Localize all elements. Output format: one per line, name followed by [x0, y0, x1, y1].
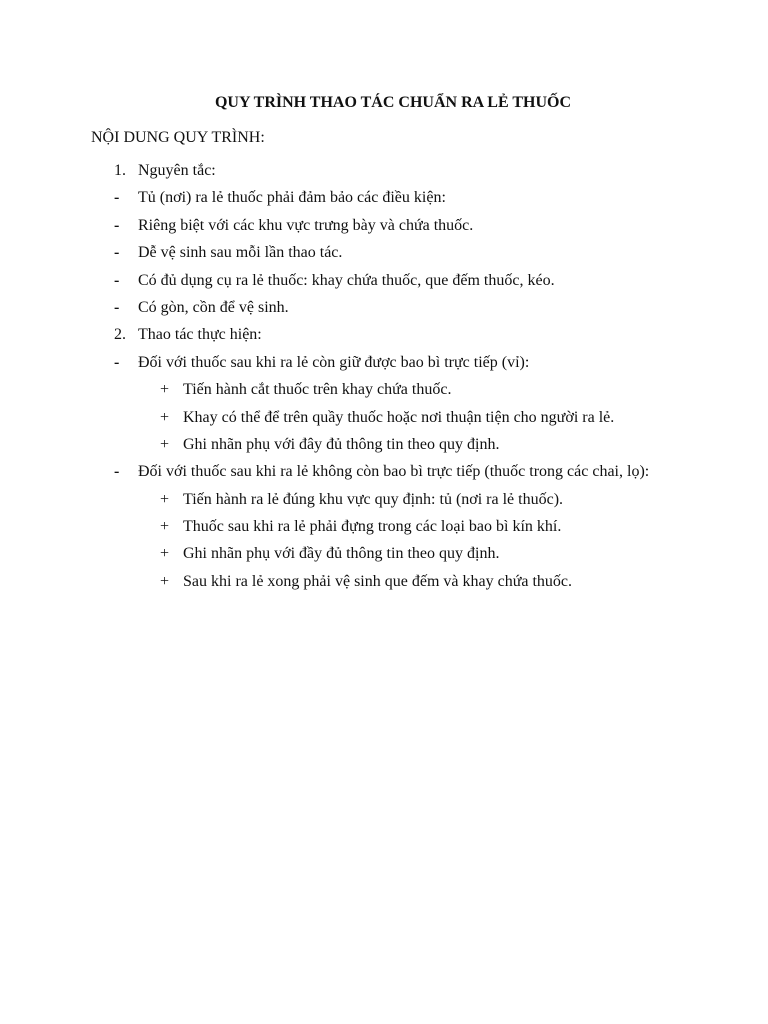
list-item	[0, 188, 768, 215]
list-item	[0, 435, 768, 462]
list-item	[0, 216, 768, 243]
list-marker: -	[114, 244, 120, 262]
section-heading: NỘI DUNG QUY TRÌNH:	[91, 129, 265, 146]
list-item-text: Khay có thể để trên quầy thuốc hoặc nơi thuận tiện cho người ra lẻ.	[183, 408, 615, 426]
list-item-text: Đối với thuốc sau khi ra lẻ còn giữ được bao bì trực tiếp (vỉ):	[138, 353, 530, 371]
list-item	[0, 243, 768, 270]
list-marker: +	[160, 490, 170, 508]
list-item-text: Tiến hành ra lẻ đúng khu vực quy định: tủ (nơi ra lẻ thuốc).	[183, 490, 564, 508]
list-item-text: Ghi nhãn phụ với đây đủ thông tin theo quy định.	[183, 435, 500, 453]
list-marker: -	[114, 463, 120, 481]
list-item	[0, 572, 768, 599]
list-item	[0, 353, 768, 380]
list-item-text: Riêng biệt với các khu vực trưng bày và chứa thuốc.	[138, 216, 474, 234]
list-item-text: Sau khi ra lẻ xong phải vệ sinh que đếm và khay chứa thuốc.	[183, 572, 573, 590]
document-title: QUY TRÌNH THAO TÁC CHUẨN RA LẺ THUỐC	[214, 94, 572, 111]
list-marker: +	[160, 518, 170, 536]
list-item-text: Có đủ dụng cụ ra lẻ thuốc: khay chứa thuốc, que đếm thuốc, kéo.	[138, 271, 555, 289]
list-marker: -	[114, 216, 120, 234]
list-item	[0, 544, 768, 571]
list-marker: 2.	[114, 326, 126, 344]
list-marker: 1.	[114, 162, 126, 179]
list-marker: +	[160, 435, 170, 453]
list-item-text: Thao tác thực hiện:	[138, 326, 262, 344]
list-marker: -	[114, 271, 120, 289]
list-item	[0, 490, 768, 517]
procedure-list	[0, 161, 768, 599]
list-item-text: Tiến hành cắt thuốc trên khay chứa thuốc.	[183, 381, 452, 399]
list-item-text: Dễ vệ sinh sau mỗi lần thao tác.	[138, 244, 343, 262]
list-item-text: Thuốc sau khi ra lẻ phải đựng trong các loại bao bì kín khí.	[183, 518, 562, 536]
list-item	[0, 161, 768, 188]
list-marker: -	[114, 189, 120, 207]
list-marker: -	[114, 298, 120, 316]
list-item-text: Ghi nhãn phụ với đầy đủ thông tin theo quy định.	[183, 545, 500, 563]
list-marker: +	[160, 381, 170, 399]
list-marker: +	[160, 545, 170, 563]
list-marker: -	[114, 353, 120, 371]
list-item	[0, 325, 768, 352]
list-item	[0, 271, 768, 298]
list-item	[0, 408, 768, 435]
list-item-text: Tủ (nơi) ra lẻ thuốc phải đảm bảo các điều kiện:	[138, 189, 446, 207]
list-marker: +	[160, 408, 170, 426]
list-item	[0, 298, 768, 325]
list-item-text: Đối với thuốc sau khi ra lẻ không còn bao bì trực tiếp (thuốc trong các chai, lọ):	[138, 463, 650, 481]
list-item-text: Có gòn, cồn để vệ sinh.	[138, 298, 289, 316]
list-item	[0, 380, 768, 407]
list-marker: +	[160, 572, 170, 590]
list-item-text: Nguyên tắc:	[138, 162, 216, 179]
list-item	[0, 462, 768, 489]
list-item	[0, 517, 768, 544]
